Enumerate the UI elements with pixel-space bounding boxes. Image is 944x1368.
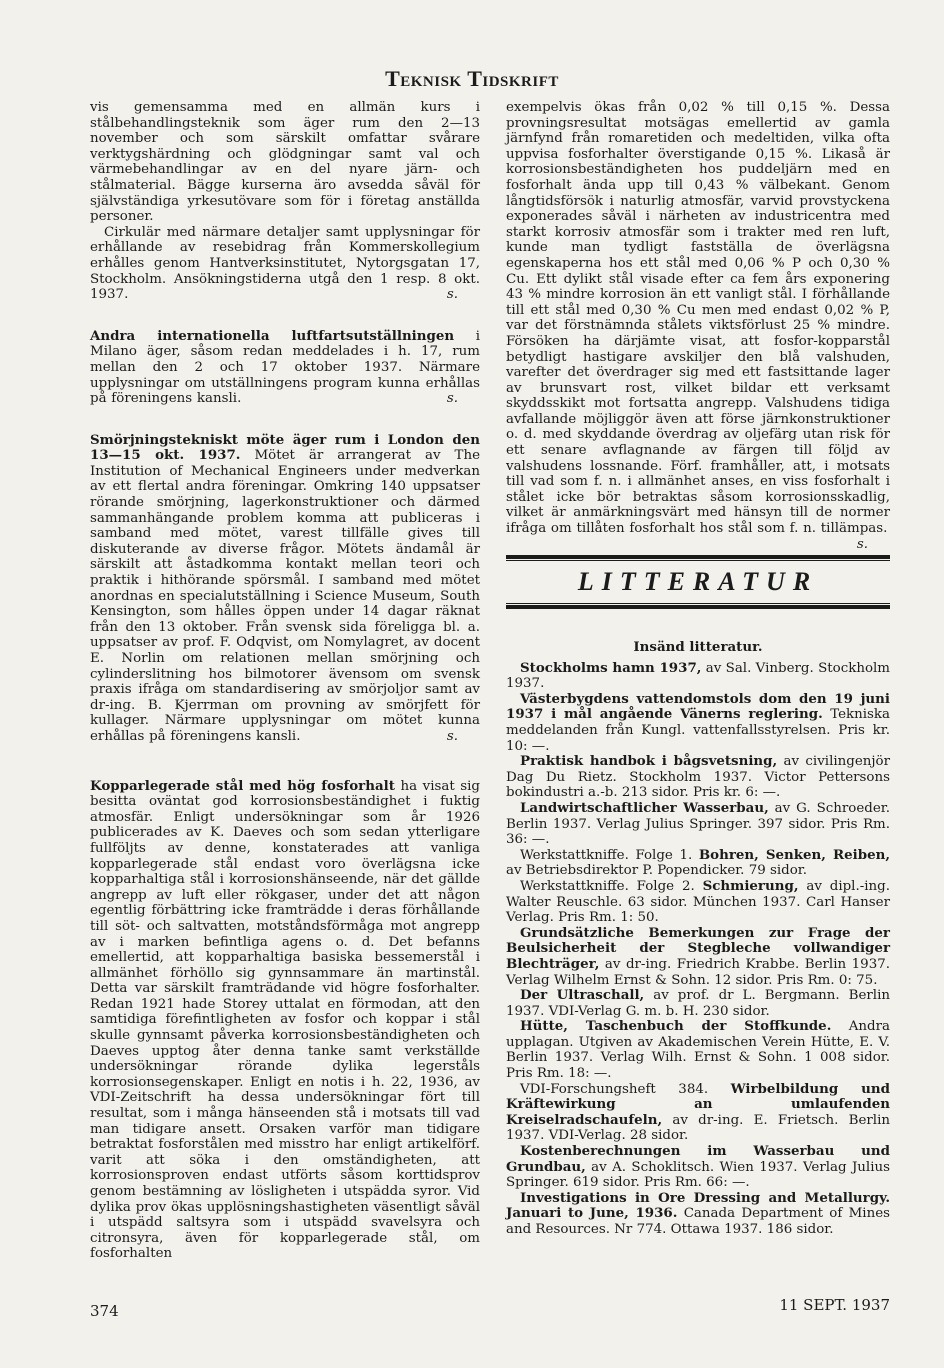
litteratur-item-text: Werkstattkniffe. Folge 1. (520, 847, 699, 863)
litteratur-item (506, 879, 890, 926)
litteratur-item (506, 801, 890, 848)
issue-date: 11 SEPT. 1937 (779, 1296, 890, 1314)
divider (506, 603, 890, 604)
left-paragraph-2-text: Cirkulär med närmare detaljer samt upplysningar för erhållande av resebidrag från Kommerskollegium erhålles genom Hantverksinstitutet, Nytorgsgatan 17, Stockholm. Ansökningstiderna utgå den 1 resp. 8 okt. 1937. (90, 224, 480, 303)
signature: s. (446, 728, 458, 744)
litteratur-item-text: av Betriebsdirektor P. Popendicker. 79 sidor. (506, 863, 807, 879)
litteratur-item-title: Investigations in Ore Dressing and Metallurgy. Januari to June, 1936. (506, 1189, 890, 1222)
litteratur-item-text: Tekniska meddelanden från Kungl. vattenfallsstyrelsen. Pris kr. 10: —. (506, 707, 891, 754)
divider (506, 605, 890, 609)
signature: s. (856, 536, 868, 552)
litteratur-item (506, 848, 890, 879)
article-smorjning-body: Mötet är arrangerat av The Institution of Mechanical Engineers under medverkan av ett flertal andra föreningar. Omkring 140 uppsatser rörande smörjning, lagerkonstruktioner och därmed sammanhängande problem komma att publiceras i samband med mötet, varest tillfälle gives till diskuterande av diverse frågor. Mötets ändamål är särskilt att åstadkomma kontakt mellan teori och praktik i hithörande spörsmål. I samband med mötet anordnas en specialutställning i Science Museum, South Kensington, som hålles öppen under 14 dagar räknat från den 13 oktober. Från svensk sida föreligga bl. a. uppsatser av prof. F. Odqvist, om Nomylagret, av docent E. Norlin om relationen mellan smörjning och cylinderslitning hos bilmotorer ävensom om svensk praxis ifråga om standardisering av smörjoljor samt av dr-ing. B. Kjerrman om provning av smörjfett för kullager. Närmare upplysningar om mötet kunna erhållas på föreningens kansli. (90, 448, 480, 744)
article-kopparstal-heading: Kopparlegerade stål med hög fosforhalt (90, 777, 395, 794)
litteratur-item-text: VDI-Forschungsheft 384. (520, 1081, 731, 1097)
left-paragraph-1: vis gemensamma med en allmän kurs i stålbehandlingsteknik som äger rum den 2—13 november och som särskilt omfattar svårare verktygshärdning och glödgningar samt val och värmebehandlingar av en del nyare järn- och stålmaterial. Bägge kurserna äro avsedda såväl för självständiga yrkesutövare som för i företag anställda personer. (90, 100, 480, 225)
litteratur-item (506, 988, 890, 1019)
signature: s. (446, 391, 458, 407)
litteratur-item-title: Grundsätzliche Bemerkungen zur Frage der Beulsicherheit der Stegbleche vollwandiger Blechträger, (506, 924, 890, 972)
litteratur-item-title: Landwirtschaftlicher Wasserbau, (520, 799, 769, 816)
litteratur-item-text: Werkstattkniffe. Folge 2. (520, 878, 703, 894)
page-number: 374 (90, 1302, 119, 1320)
litteratur-item-title: Stockholms hamn 1937, (520, 659, 702, 676)
left-column (90, 100, 480, 1262)
litteratur-item-text: av G. Schroeder. Berlin 1937. Verlag Julius Springer. 397 sidor. Pris Rm. 36: —. (506, 800, 890, 848)
article-kopparstal-body: ha visat sig besitta oväntat god korrosionsbeständighet i fuktig atmosfär. Enligt undersökningar som år 1926 publicerades av K. Daeves och som sedan ytterligare fullföljts av denne, konstaterades att vanliga kopparlegerade stål endast voro överlägsna icke kopparhaltiga stål i korrosionshänseende, när det gällde angrepp av luft eller rökgaser, under det att någon egentlig förbättring icke framträdde i deras förhållande till söt- och saltvatten, motståndsförmåga mot angrepp av i marken befintliga agens o. d. Det befanns emellertid, att kopparhaltiga basiska bessemerstål i allmänhet förhöllo sig gynnsammare än martinstål. Detta var särskilt framträdande vid högre fosforhalter. Redan 1921 hade Storey uttalat en förmodan, att den samtidiga förefintligheten av fosfor och koppar i stål skulle gynnsamt påverka korrosionsbeständigheten och Daeves upptog åter denna tanke samt verkställde undersökningar rörande dylika legerståls korrosionsegenskaper. Enligt en notis i h. 22, 1936, av VDI-Zeitschrift ha dessa undersökningar fört till resultat, som i många hänseenden stå i motsats till vad man tidigare ansett. Orsaken varför man tidigare betraktat fosforstålen med misstro har enligt artikelförf. varit att söka i den omständigheten, att korrosionsproven endast utförts såsom korttidsprov genom bestämning av lösligheten i utspädda syror. Vid dylika prov ökas upplösningshastigheten väsentligt såväl i utspädd saltsyra som i utspädd svavelsyra och citronsyra, även för kopparlegerade stål, om fosforhalten (90, 778, 481, 1262)
litteratur-item-text: av dr-ing. Friedrich Krabbe. Berlin 1937. Verlag Wilhelm Ernst & Sohn. 12 sidor. Pris Rm. 0: 75. (506, 956, 890, 988)
divider (506, 555, 890, 559)
litteratur-item-text: av prof. dr L. Bergmann. Berlin 1937. VDI-Verlag G. m. b. H. 230 sidor. (506, 988, 890, 1019)
litteratur-item (506, 926, 890, 988)
litteratur-item-text: av dr-ing. E. Frietsch. Berlin 1937. VDI-Verlag. 28 sidor. (506, 1112, 890, 1144)
litteratur-item-text: av A. Schoklitsch. Wien 1937. Verlag Julius Springer. 619 sidor. Pris Rm. 66: —. (506, 1159, 890, 1191)
right-column (506, 100, 890, 1238)
left-paragraph-2 (90, 225, 480, 303)
litteratur-item-title: Wirbelbildung und Kräftewirkung an umlaufenden Kreiselradschaufeln, (506, 1080, 890, 1128)
litteratur-item-title: Schmierung, (702, 877, 799, 894)
article-luftfart-heading: Andra internationella luftfartsutställningen (90, 327, 455, 344)
litteratur-item (506, 1144, 890, 1191)
litteratur-item-title: Hütte, Taschenbuch der Stoffkunde. (520, 1018, 832, 1035)
litteratur-item (506, 1082, 890, 1144)
litteratur-item (506, 1191, 890, 1238)
litteratur-item (506, 692, 890, 754)
article-luftfart-body: i Milano äger, såsom redan meddelades i h. 17, rum mellan den 2 och 17 oktober 1937. Närmare upplysningar om utställningens program kunna erhållas på föreningens kansli. (90, 328, 480, 407)
article-luftfart (90, 329, 480, 407)
litteratur-item-text: av dipl.-ing. Walter Reuschle. 63 sidor. München 1937. Carl Hanser Verlag. Pris Rm. 1: 50. (506, 878, 890, 926)
litteratur-item-text: av Sal. Vinberg. Stockholm 1937. (506, 660, 890, 692)
litteratur-item-title: Kostenberechnungen im Wasserbau und Grundbau, (506, 1143, 890, 1175)
litteratur-item-title: Bohren, Senken, Reiben, (698, 846, 890, 863)
litteratur-subheading: Insänd litteratur. (633, 638, 763, 655)
article-kopparstal (90, 779, 480, 1262)
article-smorjning (90, 433, 480, 745)
litteratur-item-text: Canada Department of Mines and Resources. Nr 774. Ottawa 1937. 186 sidor. (506, 1206, 890, 1237)
right-paragraph-1 (506, 100, 890, 552)
litteratur-item-text: Andra upplagan. Utgiven av Akademischen Verein Hütte, E. V. Berlin 1937. Verlag Wilh. Ernst & Sohn. 1 008 sidor. Pris Rm. 18: —. (506, 1019, 890, 1082)
article-smorjning-heading: Smörjningstekniskt möte äger rum i London den 13—15 okt. 1937. (90, 431, 480, 464)
litteratur-item (506, 1019, 890, 1081)
litteratur-item-title: Der Ultraschall, (520, 987, 645, 1004)
litteratur-list (506, 661, 890, 1238)
litteratur-title: LITTERATUR (577, 566, 819, 596)
litteratur-section (506, 555, 890, 1238)
litteratur-item-title: Västerbygdens vattendomstols dom den 19 juni 1937 i mål angående Vänerns reglering. (506, 690, 890, 723)
journal-title: Teknisk Tidskrift (385, 66, 559, 91)
signature: s. (446, 287, 458, 303)
litteratur-item-text: av civilingenjör Dag Du Rietz. Stockholm 1937. Victor Pettersons bokindustri a.-b. 213 sidor. Pris kr. 6: —. (506, 754, 890, 801)
litteratur-item (506, 661, 890, 692)
right-paragraph-1-text: exempelvis ökas från 0,02 % till 0,15 %. Dessa provningsresultat motsägas emellertid av gamla järnfynd från romaretiden och medeltiden, vilka ofta uppvisa fosforhalter överstigande 0,15 %. Likaså är korrosionsbeständigheten hos puddeljärn med en fosforhalt ända upp till 0,43 % välbekant. Genom långtidsförsök i naturlig atmosfär, varvid provstyckena exponerades såväl i närheten av industricentra med starkt korrosiv atmosfär som i trakter med ren luft, kunde man tydligt fastställa de överlägsna egenskaperna hos ett stål med 0,06 % P och 0,30 % Cu. Ett dylikt stål visade efter ca fem års exponering 43 % mindre korrosion än ett vanligt stål. I förhållande till ett stål med 0,30 % Cu men med endast 0,02 % P, var det förstnämnda stålets viktsförlust 25 % mindre. Försöken ha därjämte visat, att fosfor-kopparstål betydligt hastigare avskiljer den blå valshuden, varefter det överdrager sig med ett fastsittande lager av brunsvart rost, vilket bildar ett verksamt skyddsskikt mot fortsatta angrepp. Valshudens tidiga avfallande möjliggör även att förse järnkonstruktioner o. d. med skyddande överdrag av oljefärg utan risk för ett senare avflagnande av färgen till följd av valshudens lossnande. Förf. framhåller, att, i motsats till vad som f. n. i allmänhet anses, en viss fosforhalt i stålet icke bör betraktas såsom korrosionsskadlig, vilket är anmärkningsvärt med hänsyn till de normer ifråga om tillåten fosforhalt hos stål som f. n. tillämpas. (506, 100, 890, 537)
litteratur-item-title: Praktisk handbok i bågsvetsning, (520, 753, 778, 770)
litteratur-item (506, 754, 890, 801)
